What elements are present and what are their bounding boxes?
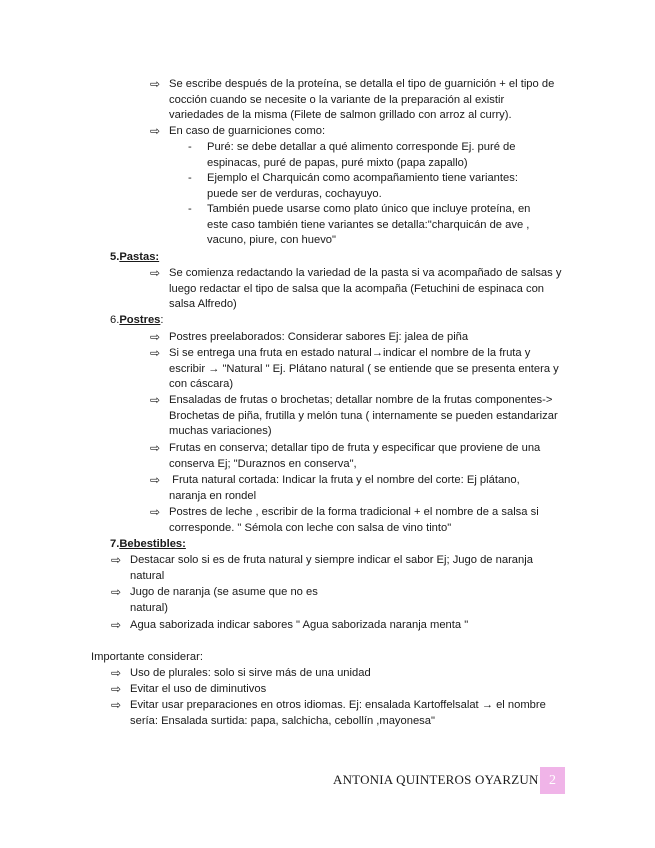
list-item-text: Postres de leche , escribir de la forma tradicional + el nombre de a salsa si corresponde. " Sémola con leche con salsa de vino tinto"	[169, 506, 539, 534]
list-item-text: Destacar solo si es de fruta natural y siempre indicar el sabor Ej; Jugo de naranja natural	[130, 554, 533, 582]
arrow-bullet-icon: ⇨	[111, 698, 122, 712]
section-title: Postres	[119, 314, 161, 326]
list-item-text: Se comienza redactando la variedad de la pasta si va acompañado de salsas y luego redactar el tipo de salsa que la acompaña (Fetuchini de espinaca con salsa Alfredo)	[169, 267, 562, 311]
arrow-bullet-icon: ⇨	[150, 346, 161, 360]
dash-bullet-icon: -	[188, 172, 192, 184]
list-item-text: Jugo de naranja (se asume que no es natural)	[130, 586, 318, 614]
important-heading: Importante considerar:	[91, 651, 203, 663]
arrow-bullet-icon: ⇨	[150, 441, 161, 455]
arrow-bullet-icon: ⇨	[111, 682, 122, 696]
section-title: Pastas:	[119, 251, 160, 263]
section-title-suffix: :	[160, 314, 164, 326]
arrow-bullet-icon: ⇨	[150, 77, 161, 91]
list-item-text: Uso de plurales: solo si sirve más de una unidad	[130, 667, 371, 679]
list-item	[150, 77, 560, 124]
list-item	[150, 266, 568, 313]
list-item-text: Evitar usar preparaciones en otros idiomas. Ej: ensalada Kartoffelsalat → el nombre sería: Ensalada surtida: papa, salchicha, cebollín ,mayonesa"	[130, 699, 546, 727]
list-item	[150, 346, 560, 393]
list-item	[150, 505, 560, 536]
sub-list-item-text: También puede usarse como plato único que incluye proteína, en este caso también tiene variantes se detalla:"charquicán de ave , vacuno, piure, con huevo"	[207, 203, 531, 247]
sub-list-item	[188, 202, 540, 249]
arrow-bullet-icon: ⇨	[150, 266, 161, 280]
section-heading-postres	[110, 313, 164, 329]
dash-bullet-icon: -	[188, 203, 192, 215]
section-number: 5.	[110, 251, 120, 263]
list-item	[111, 585, 336, 616]
arrow-bullet-icon: ⇨	[111, 585, 122, 599]
section-heading-bebestibles	[110, 537, 186, 553]
list-item	[111, 698, 566, 729]
arrow-bullet-icon: ⇨	[111, 618, 122, 632]
list-item-text: Se escribe después de la proteína, se detalla el tipo de guarnición + el tipo de cocción cuando se necesite o la variante de la preparación al existir variedades de la misma (Filete de salmon grillado con arroz al curry).	[169, 78, 555, 122]
list-item-text: Fruta natural cortada: Indicar la fruta y el nombre del corte: Ej plátano, naranja en rondel	[169, 474, 523, 502]
section-heading-pastas	[110, 250, 159, 266]
arrow-bullet-icon: ⇨	[111, 666, 122, 680]
list-item	[111, 618, 551, 634]
arrow-bullet-icon: ⇨	[150, 473, 161, 487]
arrow-bullet-icon: ⇨	[111, 553, 122, 567]
sub-list-item	[188, 171, 540, 202]
list-item-text: Evitar el uso de diminutivos	[130, 683, 267, 695]
footer-author: ANTONIA QUINTEROS OYARZUN	[333, 772, 539, 787]
list-item-text: Si se entrega una fruta en estado natural→indicar el nombre de la fruta y escribir → "Natural " Ej. Plátano natural ( se entiende que se presenta entera y con cáscara)	[169, 347, 559, 391]
arrow-bullet-icon: ⇨	[150, 124, 161, 138]
arrow-bullet-icon: ⇨	[150, 393, 161, 407]
section-title: Bebestibles:	[119, 538, 186, 550]
section-number: 7.	[110, 538, 120, 550]
list-item-text: Agua saborizada indicar sabores " Agua saborizada naranja menta "	[130, 619, 469, 631]
list-item-text: Frutas en conserva; detallar tipo de fruta y especificar que proviene de una conserva Ej; "Duraznos en conserva",	[169, 442, 541, 470]
sub-list-item	[188, 140, 540, 171]
page-number: 2	[540, 767, 565, 794]
list-item	[111, 682, 566, 698]
sub-list-item-text: Puré: se debe detallar a qué alimento corresponde Ej. puré de espinacas, puré de papas, puré mixto (papa zapallo)	[207, 141, 516, 169]
list-item-text: Ensaladas de frutas o brochetas; detallar nombre de la frutas componentes-> Brochetas de piña, frutilla y melón tuna ( internamente se pueden estandarizar muchas variaciones)	[169, 394, 558, 438]
section-number: 6.	[110, 314, 120, 326]
list-item	[150, 473, 560, 504]
list-item	[150, 393, 560, 440]
list-item	[111, 553, 551, 584]
list-item	[111, 666, 566, 682]
arrow-bullet-icon: ⇨	[150, 505, 161, 519]
list-item	[150, 124, 560, 140]
list-item-text: Postres preelaborados: Considerar sabores Ej: jalea de piña	[169, 331, 469, 343]
arrow-bullet-icon: ⇨	[150, 330, 161, 344]
dash-bullet-icon: -	[188, 141, 192, 153]
list-item-text: En caso de guarniciones como:	[169, 125, 326, 137]
sub-list-item-text: Ejemplo el Charquicán como acompañamiento tiene variantes: puede ser de verduras, cochayuyo.	[207, 172, 518, 200]
list-item	[150, 330, 560, 346]
list-item	[150, 441, 560, 472]
